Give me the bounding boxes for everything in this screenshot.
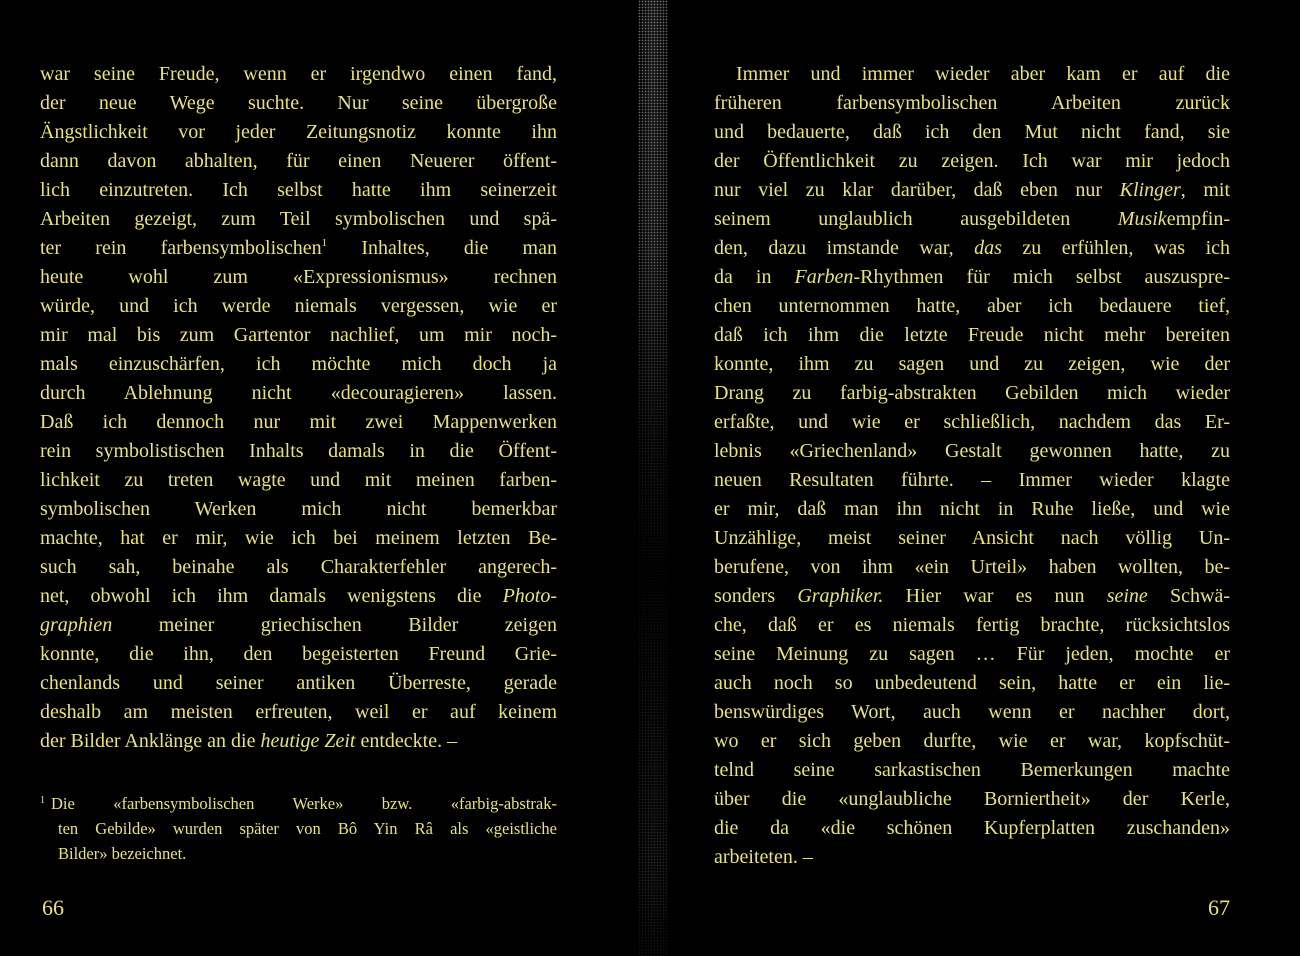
- text-line: da in Farben-Rhythmen für mich selbst auszuspre-: [714, 266, 1231, 288]
- text-line: durch Ablehnung nicht «decouragieren» lassen.: [40, 382, 557, 404]
- text-line: chenlands und seiner antiken Überreste, gerade: [40, 672, 557, 694]
- text-line: wo er sich geben durfte, wie er war, kopfschüt-: [714, 730, 1230, 752]
- text-line: auch noch so unbedeutend sein, hatte er ein lie-: [714, 672, 1230, 694]
- text-line: der Öffentlichkeit zu zeigen. Ich war mir jedoch: [714, 150, 1230, 172]
- text-line: Drang zu farbig-abstrakten Gebilden mich wieder: [714, 382, 1230, 404]
- footnote-marker: 1: [40, 795, 45, 806]
- book-gutter: [638, 0, 668, 956]
- text-line: mir mal bis zum Gartentor nachlief, um mir noch-: [40, 324, 557, 346]
- text-line: erfaßte, und wie er schließlich, nachdem das Er-: [714, 411, 1230, 433]
- text-line: der neue Wege suchte. Nur seine übergroße: [40, 92, 557, 114]
- text-line: net, obwohl ich ihm damals wenigstens die Photo-: [40, 585, 557, 607]
- text-line: seine Meinung zu sagen … Für jeden, mochte er: [714, 643, 1230, 665]
- footnote-line: $^1$ Die «farbensymbolischen Werke» bzw. «farbig-abstrak-: [40, 794, 557, 813]
- text-line: nur viel zu klar darüber, daß eben nur Klinger, mit: [714, 179, 1231, 201]
- text-line: dann davon abhalten, für einen Neuerer öffent-: [40, 150, 557, 172]
- text-line: würde, und ich werde niemals vergessen, wie er: [40, 295, 557, 317]
- text-line: Immer und immer wieder aber kam er auf die: [736, 63, 1230, 85]
- text-line: Daß ich dennoch nur mit zwei Mappenwerken: [40, 411, 557, 433]
- text-line: berufene, von ihm «ein Urteil» haben wollten, be-: [714, 556, 1230, 578]
- left-page-body: [40, 60, 557, 756]
- footnote-line: ten Gebilde» wurden später von Bô Yin Râ als «geistliche: [58, 819, 557, 838]
- text-line: Arbeiten gezeigt, zum Teil symbolischen und spä-: [40, 208, 557, 230]
- right-page-body: [714, 60, 1230, 872]
- text-line: che, daß er es niemals fertig brachte, rücksichtslos: [714, 614, 1230, 636]
- text-line: machte, hat er mir, wie ich bei meinem letzten Be-: [40, 527, 557, 549]
- text-line: sonders Graphiker. Hier war es nun seine Schwä-: [714, 585, 1230, 607]
- text-line: rein symbolistischen Inhalts damals in die Öffent-: [40, 440, 557, 462]
- text-line: neuen Resultaten führte. – Immer wieder klagte: [714, 469, 1230, 491]
- text-line: lebnis «Griechenland» Gestalt gewonnen hatte, zu: [714, 440, 1230, 462]
- text-line: den, dazu imstande war, das zu erfühlen, was ich: [714, 237, 1230, 259]
- text-line: der Bilder Anklänge an die heutige Zeit entdeckte. –: [40, 730, 458, 752]
- text-line: deshalb am meisten erfreuten, weil er auf keinem: [40, 701, 557, 723]
- text-line: such sah, beinahe als Charakterfehler angerech-: [40, 556, 557, 578]
- text-line: Ängstlichkeit vor jeder Zeitungsnotiz konnte ihn: [40, 121, 557, 143]
- text-line: ter rein farbensymbolischen$^1$ Inhaltes, die man: [40, 237, 557, 259]
- text-line: graphien meiner griechischen Bilder zeigen: [40, 614, 557, 636]
- text-line: benswürdiges Wort, auch wenn er nachher dort,: [714, 701, 1230, 723]
- text-line: arbeiteten. –: [714, 846, 813, 868]
- text-line: er mir, daß man ihn nicht in Ruhe ließe, und wie: [714, 498, 1230, 520]
- text-line: über die «unglaubliche Borniertheit» der Kerle,: [714, 788, 1230, 810]
- footnote-reference: 1: [321, 237, 328, 249]
- text-line: konnte, die ihn, den begeisterten Freund Grie-: [40, 643, 557, 665]
- text-line: telnd seine sarkastischen Bemerkungen machte: [714, 759, 1230, 781]
- page-number: 66: [42, 895, 64, 920]
- footnote-line: Bilder» bezeichnet.: [58, 844, 187, 863]
- text-line: konnte, ihm zu sagen und zu zeigen, wie der: [714, 353, 1230, 375]
- text-line: Unzählige, meist seiner Ansicht nach völlig Un-: [714, 527, 1230, 549]
- text-line: heute wohl zum «Expressionismus» rechnen: [40, 266, 557, 288]
- text-line: war seine Freude, wenn er irgendwo einen fand,: [40, 63, 557, 85]
- text-line: seinem unglaublich ausgebildeten Musikempfin-: [714, 208, 1230, 230]
- page-number: 67: [1208, 895, 1230, 920]
- text-line: früheren farbensymbolischen Arbeiten zurück: [714, 92, 1230, 114]
- text-line: lichkeit zu treten wagte und mit meinen farben-: [40, 469, 557, 491]
- text-line: symbolischen Werken mich nicht bemerkbar: [40, 498, 557, 520]
- footnote: [40, 791, 557, 866]
- text-line: daß ich ihm die letzte Freude nicht mehr bereiten: [714, 324, 1230, 346]
- text-line: lich einzutreten. Ich selbst hatte ihm seinerzeit: [40, 179, 557, 201]
- text-line: die da «die schönen Kupferplatten zuschanden»: [714, 817, 1230, 839]
- text-line: und bedauerte, daß ich den Mut nicht fand, sie: [714, 121, 1230, 143]
- text-line: chen unternommen hatte, aber ich bedauere tief,: [714, 295, 1230, 317]
- text-line: mals einzuschärfen, ich möchte mich doch ja: [40, 353, 557, 375]
